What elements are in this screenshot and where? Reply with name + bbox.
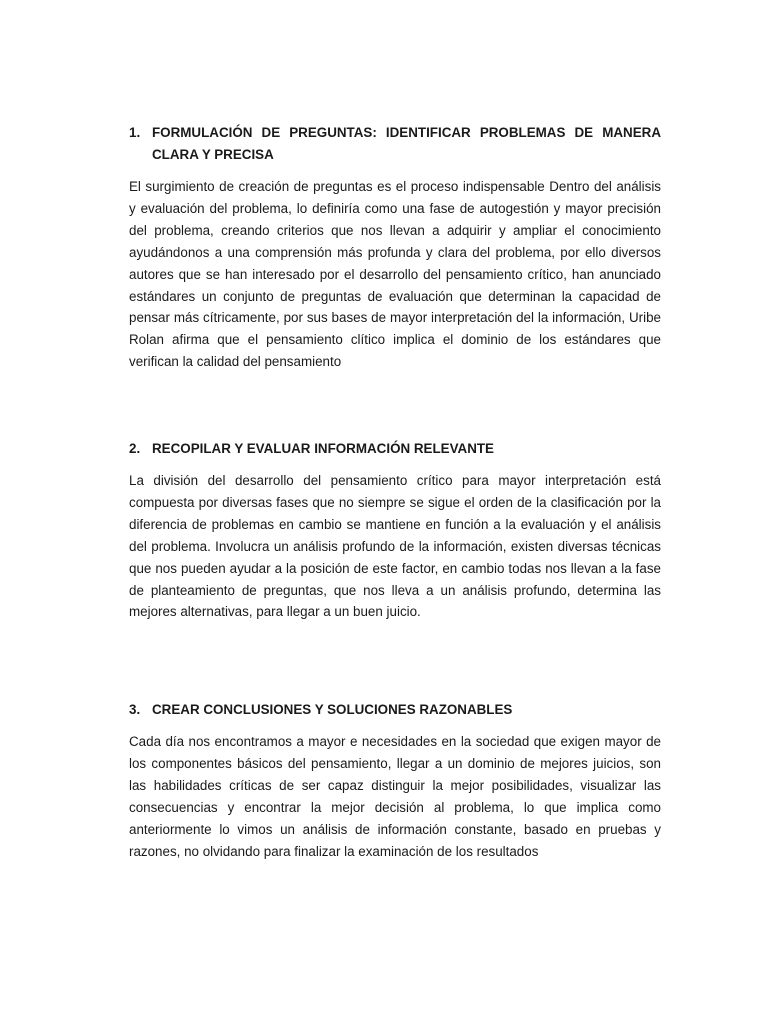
section-heading <box>129 438 661 460</box>
section-crear-conclusiones <box>129 699 661 862</box>
section-paragraph: La división del desarrollo del pensamiento crítico para mayor interpretación está compuesta por diversas fases que no siempre se sigue el orden de la clasificación por la diferencia de problemas en cambio se mantiene en función a la evaluación y el análisis del problema. Involucra un análisis profundo de la información, existen diversas técnicas que nos pueden ayudar a la posición de este factor, en cambio todas nos llevan a la fase de planteamiento de preguntas, que nos lleva a un análisis profundo, determina las mejores alternativas, para llegar a un buen juicio. <box>129 473 661 620</box>
section-heading <box>129 699 661 721</box>
section-recopilar-informacion <box>129 438 661 623</box>
section-number: 2. <box>129 441 141 456</box>
section-number: 3. <box>129 702 141 717</box>
section-paragraph: El surgimiento de creación de preguntas es el proceso indispensable Dentro del análisis y evaluación del problema, lo definiría como una fase de autogestión y mayor precisión del problema, creando criterios que nos llevan a adquirir y ampliar el conocimiento ayudándonos a una comprensión más profunda y clara del problema, por ello diversos autores que se han interesado por el desarrollo del pensamiento crítico, han anunciado estándares un conjunto de preguntas de evaluación que determinan la capacidad de pensar más cítricamente, por sus bases de mayor interpretación del la información, Uribe Rolan afirma que el pensamiento clítico implica el dominio de los estándares que verifican la calidad del pensamiento <box>129 179 661 370</box>
section-formulacion-de-preguntas <box>129 122 661 373</box>
section-number: 1. <box>129 125 141 140</box>
section-title: FORMULACIÓN DE PREGUNTAS: IDENTIFICAR PROBLEMAS DE MANERA CLARA Y PRECISA <box>152 125 661 162</box>
section-heading <box>129 122 661 166</box>
section-title: RECOPILAR Y EVALUAR INFORMACIÓN RELEVANTE <box>152 441 494 456</box>
section-paragraph: Cada día nos encontramos a mayor e necesidades en la sociedad que exigen mayor de los componentes básicos del pensamiento, llegar a un dominio de mejores juicios, son las habilidades críticas de ser capaz distinguir la mejor posibilidades, visualizar las consecuencias y encontrar la mejor decisión al problema, lo que implica como anteriormente lo vimos un análisis de información constante, basado en pruebas y razones, no olvidando para finalizar la examinación de los resultados <box>129 734 661 859</box>
section-title: CREAR CONCLUSIONES Y SOLUCIONES RAZONABLES <box>152 702 513 717</box>
